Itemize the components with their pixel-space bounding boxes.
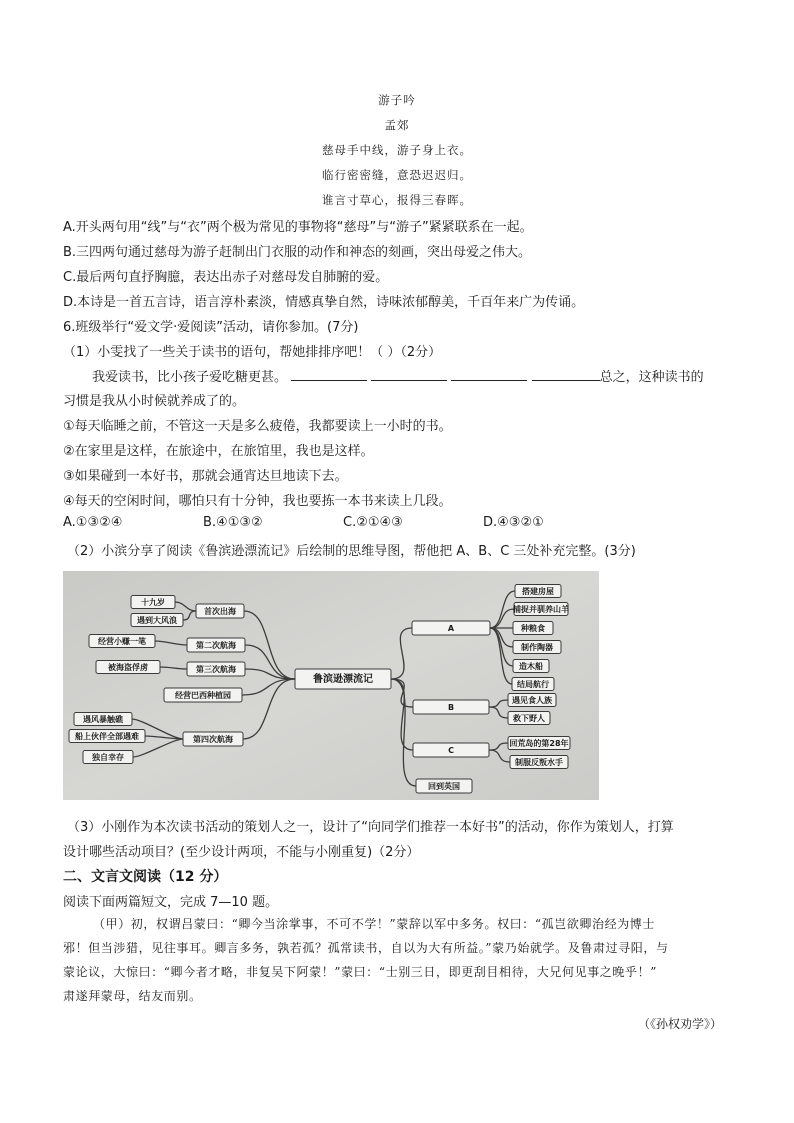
mind-map [63,571,599,800]
mind-map-left-branch-label: 第二次航海 [196,641,236,650]
mind-map-leaf [83,751,133,764]
mind-map-right-branch-label: C [448,746,454,755]
mind-map-right-branch [416,779,472,793]
mind-map-left-branch [187,638,245,652]
mind-map-leaf [512,603,569,616]
q6-option-c: C.②①④③ [343,515,403,530]
mind-map-leaf [74,713,132,726]
mind-map-leaf [89,635,155,648]
passage-line: 邪！但当涉猎，见往事耳。卿言多务，孰若孤？孤常读书，自以为大有所益。”蒙乃始就学。及鲁肃过寻阳，与 [63,941,669,955]
passage-line: （甲）初，权谓吕蒙曰：“卿今当涂掌事，不可不学！”蒙辞以军中多务。权曰：“孤岂欲卿治经为博士 [93,917,656,931]
mind-map-leaf [131,614,183,627]
mind-map-leaf [515,585,561,598]
mind-map-leaf-label: 制服反叛水手 [515,758,563,767]
poem-line: 谁言寸草心，报得三春晖。 [322,193,472,207]
mind-map-right-branch-label: A [447,624,455,633]
mind-map-leaf-label: 搭建房屋 [522,587,554,596]
mind-map-leaf-label: 遇到大风浪 [137,616,177,625]
sentence-2: ②在家里是这样，在旅途中，在旅馆里，我也是这样。 [63,444,374,459]
section-instruction: 阅读下面两篇短文，完成 7—10 题。 [63,895,279,910]
mind-map-leaf-label: 船上伙伴全部遇难 [75,732,139,741]
classical-passage [63,912,733,1008]
poem-author: 孟郊 [384,118,410,132]
q5-option-d: D.本诗是一首五言诗，语言淳朴素淡，情感真挚自然，诗味浓郁醇美，千百年来广为传诵。 [63,295,585,310]
q6-sub1-prompt: （1）小雯找了一些关于读书的语句，帮她排排序吧！（ ）（2分） [63,345,442,360]
sentence-1: ①每天临睡之前，不管这一天是多么疲倦，我都要读上一小时的书。 [63,419,452,434]
q6-option-a: A.①③②④ [63,515,123,530]
mind-map-left-branch-label: 首次出海 [204,607,236,616]
section-title: 二、文言文阅读（12 分） [63,869,228,885]
mind-map-right-branch-label: B [447,703,455,712]
mind-map-center-label: 鲁滨逊漂流记 [313,674,373,685]
mind-map-left-branch [196,604,244,618]
passage-line: 蒙论议，大惊曰：“卿今者才略，非复吴下阿蒙！”蒙曰：“士别三日，即更刮目相待，大兄何见事之晚乎！” [63,965,657,979]
mind-map-leaf-label: 回荒岛的第28年 [509,739,569,748]
mind-map-leaf-label: 经营小赚一笔 [98,637,146,646]
q6-sub3-line1: （3）小刚作为本次读书活动的策划人之一，设计了“向同学们推荐一本好书”的活动，你作为策划人，打算 [67,820,674,835]
poem-title: 游子吟 [378,93,416,107]
mind-map-right-branch [413,700,489,714]
mind-map-leaf [508,694,556,707]
mind-map-left-branch [183,732,243,746]
q6-stem: 6.班级举行“爱文学·爱阅读”活动，请你参加。(7分) [63,320,359,335]
mind-map-leaf [508,712,550,725]
answer-blank[interactable] [532,368,600,381]
mind-map-right-branch-label: 回到英国 [428,782,460,791]
mind-map-left-branch [164,688,242,702]
mind-map-right-branch [413,743,489,757]
q6-sub1-passage [92,366,704,385]
mind-map-leaf [96,661,160,674]
q5-option-a: A.开头两句用“线”与“衣”两个极为常见的事物将“慈母”与“游子”紧紧联系在一起。 [63,220,533,235]
answer-blank[interactable] [371,368,447,381]
mind-map-leaf-label: 十九岁 [141,598,165,607]
mind-map-leaf-label: 遇见食人族 [512,696,552,705]
mind-map-leaf [513,641,561,654]
mind-map-leaf [512,678,554,691]
mind-map-leaf [69,730,145,743]
mind-map-leaf [513,622,553,635]
sentence-4: ④每天的空闲时间，哪怕只有十分钟，我也要拣一本书来读上几段。 [63,494,452,509]
mind-map-leaf-label: 制作陶器 [521,643,553,652]
mind-map-left-branch-label: 第三次航海 [196,665,236,674]
passage-mid: 总之，这种读书的 [599,370,704,385]
mind-map-leaf [508,737,570,750]
mind-map-leaf-label: 遇风暴触礁 [83,715,123,724]
passage-source: （《孙权劝学》） [637,1017,722,1031]
q5-option-c: C.最后两句直抒胸臆，表达出赤子对慈母发自肺腑的爱。 [63,270,389,285]
q6-option-d: D.④③②① [483,515,544,530]
q6-sub3-line2: 设计哪些活动项目？(至少设计两项，不能与小刚重复)（2分） [63,845,420,860]
q6-passage-end: 习惯是我从小时候就养成了的。 [63,394,246,409]
q6-option-b: B.④①③② [203,515,263,530]
mind-map-center [295,669,391,689]
mind-map-leaf-label: 独自幸存 [92,753,124,762]
mind-map-leaf-label: 造木船 [519,662,543,671]
mind-map-leaf-label: 种粮食 [521,624,545,633]
mind-map-leaf [510,756,568,769]
mind-map-leaf-label: 结局航行 [517,680,549,689]
mind-map-left-branch-label: 第四次航海 [193,735,233,744]
q5-option-b: B.三四两句通过慈母为游子赶制出门衣服的动作和神态的刻画，突出母爱之伟大。 [63,245,532,260]
answer-blank[interactable] [291,368,367,381]
mind-map-left-branch [187,662,245,676]
mind-map-leaf [513,660,549,673]
answer-blank[interactable] [451,368,527,381]
mind-map-right-branch [412,621,490,635]
mind-map-leaf-label: 被海盗俘虏 [108,663,148,672]
q6-sub2-prompt: （2）小滨分享了阅读《鲁滨逊漂流记》后绘制的思维导图，帮他把 A、B、C 三处补充完整。(3分) [67,544,636,559]
passage-start: 我爱读书，比小孩子爱吃糖更甚。 [92,370,288,385]
mind-map-leaf [131,596,175,609]
mind-map-leaf-label: 捕捉并驯养山羊 [513,605,569,614]
passage-line: 肃遂拜蒙母，结友而别。 [63,989,202,1003]
mind-map-leaf-label: 救下野人 [513,714,545,723]
sentence-3: ③如果碰到一本好书，那就会通宵达旦地读下去。 [63,469,348,484]
poem-line: 临行密密缝，意恐迟迟归。 [322,168,472,182]
mind-map-left-branch-label: 经营巴西种植园 [175,691,231,700]
poem-line: 慈母手中线，游子身上衣。 [322,143,472,157]
